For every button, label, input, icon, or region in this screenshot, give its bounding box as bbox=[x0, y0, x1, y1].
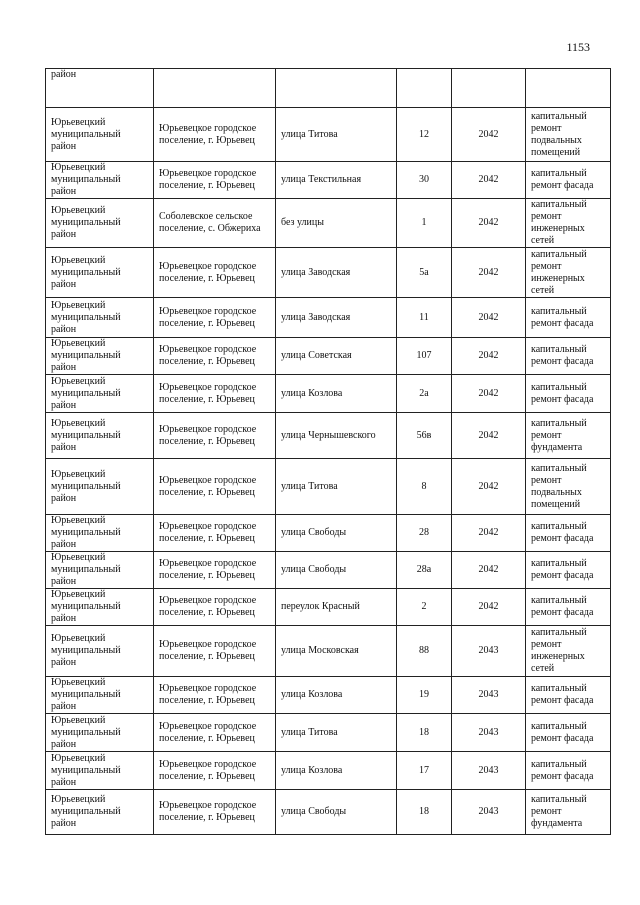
house-cell: 30 bbox=[397, 162, 452, 199]
street-cell: без улицы bbox=[276, 199, 397, 248]
year-cell: 2042 bbox=[452, 248, 526, 298]
table-row bbox=[46, 677, 611, 714]
year-cell: 2042 bbox=[452, 413, 526, 459]
house-cell: 19 bbox=[397, 677, 452, 714]
street-cell: улица Текстильная bbox=[276, 162, 397, 199]
work-type-cell: капитальный ремонт подвальных помещений bbox=[526, 108, 611, 162]
settlement-cell: Юрьевецкое городское поселение, г. Юрьевец bbox=[154, 752, 276, 790]
table-row bbox=[46, 552, 611, 589]
year-cell: 2042 bbox=[452, 162, 526, 199]
table-row bbox=[46, 515, 611, 552]
work-type-cell bbox=[526, 69, 611, 108]
district-cell: Юрьевецкий муниципальный район bbox=[46, 626, 154, 677]
work-type-cell: капитальный ремонт фасада bbox=[526, 162, 611, 199]
district-cell: Юрьевецкий муниципальный район bbox=[46, 459, 154, 515]
settlement-cell: Юрьевецкое городское поселение, г. Юрьевец bbox=[154, 552, 276, 589]
house-cell bbox=[397, 69, 452, 108]
table-row bbox=[46, 338, 611, 375]
house-cell: 1 bbox=[397, 199, 452, 248]
street-cell: улица Титова bbox=[276, 714, 397, 752]
house-cell: 12 bbox=[397, 108, 452, 162]
table-row bbox=[46, 199, 611, 248]
house-cell: 18 bbox=[397, 790, 452, 835]
table-body bbox=[46, 69, 611, 835]
table-row bbox=[46, 714, 611, 752]
settlement-cell: Юрьевецкое городское поселение, г. Юрьевец bbox=[154, 677, 276, 714]
settlement-cell: Юрьевецкое городское поселение, г. Юрьевец bbox=[154, 162, 276, 199]
street-cell: улица Свободы bbox=[276, 515, 397, 552]
district-cell: Юрьевецкий муниципальный район bbox=[46, 298, 154, 338]
street-cell: улица Заводская bbox=[276, 298, 397, 338]
settlement-cell: Юрьевецкое городское поселение, г. Юрьевец bbox=[154, 248, 276, 298]
street-cell: улица Козлова bbox=[276, 375, 397, 413]
table-row bbox=[46, 752, 611, 790]
settlement-cell: Юрьевецкое городское поселение, г. Юрьевец bbox=[154, 459, 276, 515]
district-cell: Юрьевецкий муниципальный район bbox=[46, 199, 154, 248]
house-cell: 5а bbox=[397, 248, 452, 298]
district-cell: Юрьевецкий муниципальный район bbox=[46, 338, 154, 375]
street-cell: улица Титова bbox=[276, 108, 397, 162]
district-cell: Юрьевецкий муниципальный район bbox=[46, 714, 154, 752]
house-cell: 8 bbox=[397, 459, 452, 515]
settlement-cell: Соболевское сельское поселение, с. Обжериха bbox=[154, 199, 276, 248]
year-cell: 2042 bbox=[452, 338, 526, 375]
street-cell bbox=[276, 69, 397, 108]
table-row bbox=[46, 162, 611, 199]
house-cell: 107 bbox=[397, 338, 452, 375]
street-cell: улица Свободы bbox=[276, 552, 397, 589]
house-cell: 28а bbox=[397, 552, 452, 589]
street-cell: улица Козлова bbox=[276, 752, 397, 790]
table-row bbox=[46, 248, 611, 298]
year-cell: 2043 bbox=[452, 752, 526, 790]
district-cell: Юрьевецкий муниципальный район bbox=[46, 752, 154, 790]
year-cell: 2042 bbox=[452, 459, 526, 515]
house-cell: 17 bbox=[397, 752, 452, 790]
table-row bbox=[46, 413, 611, 459]
house-cell: 56в bbox=[397, 413, 452, 459]
work-type-cell: капитальный ремонт фасада bbox=[526, 552, 611, 589]
district-cell: Юрьевецкий муниципальный район bbox=[46, 413, 154, 459]
year-cell: 2042 bbox=[452, 199, 526, 248]
street-cell: улица Свободы bbox=[276, 790, 397, 835]
year-cell: 2042 bbox=[452, 108, 526, 162]
district-cell: Юрьевецкий муниципальный район bbox=[46, 162, 154, 199]
year-cell: 2043 bbox=[452, 626, 526, 677]
repair-schedule-table bbox=[45, 68, 611, 835]
year-cell: 2043 bbox=[452, 677, 526, 714]
street-cell: улица Титова bbox=[276, 459, 397, 515]
street-cell: улица Козлова bbox=[276, 677, 397, 714]
settlement-cell: Юрьевецкое городское поселение, г. Юрьевец bbox=[154, 626, 276, 677]
settlement-cell: Юрьевецкое городское поселение, г. Юрьевец bbox=[154, 790, 276, 835]
year-cell: 2042 bbox=[452, 515, 526, 552]
settlement-cell: Юрьевецкое городское поселение, г. Юрьевец bbox=[154, 375, 276, 413]
work-type-cell: капитальный ремонт фасада bbox=[526, 714, 611, 752]
house-cell: 18 bbox=[397, 714, 452, 752]
work-type-cell: капитальный ремонт фундамента bbox=[526, 413, 611, 459]
district-cell: Юрьевецкий муниципальный район bbox=[46, 589, 154, 626]
year-cell: 2043 bbox=[452, 714, 526, 752]
work-type-cell: капитальный ремонт фасада bbox=[526, 589, 611, 626]
table-row bbox=[46, 626, 611, 677]
street-cell: улица Советская bbox=[276, 338, 397, 375]
house-cell: 28 bbox=[397, 515, 452, 552]
settlement-cell bbox=[154, 69, 276, 108]
settlement-cell: Юрьевецкое городское поселение, г. Юрьевец bbox=[154, 515, 276, 552]
table-row bbox=[46, 459, 611, 515]
work-type-cell: капитальный ремонт инженерных сетей bbox=[526, 248, 611, 298]
settlement-cell: Юрьевецкое городское поселение, г. Юрьевец bbox=[154, 338, 276, 375]
district-cell: Юрьевецкий муниципальный район bbox=[46, 552, 154, 589]
district-cell: Юрьевецкий муниципальный район bbox=[46, 248, 154, 298]
settlement-cell: Юрьевецкое городское поселение, г. Юрьевец bbox=[154, 589, 276, 626]
street-cell: улица Чернышевского bbox=[276, 413, 397, 459]
settlement-cell: Юрьевецкое городское поселение, г. Юрьевец bbox=[154, 108, 276, 162]
work-type-cell: капитальный ремонт фундамента bbox=[526, 790, 611, 835]
settlement-cell: Юрьевецкое городское поселение, г. Юрьевец bbox=[154, 714, 276, 752]
work-type-cell: капитальный ремонт фасада bbox=[526, 677, 611, 714]
district-cell: Юрьевецкий муниципальный район bbox=[46, 375, 154, 413]
district-cell: Юрьевецкий муниципальный район bbox=[46, 515, 154, 552]
table-row bbox=[46, 298, 611, 338]
settlement-cell: Юрьевецкое городское поселение, г. Юрьевец bbox=[154, 298, 276, 338]
district-cell: Юрьевецкий муниципальный район bbox=[46, 108, 154, 162]
table-row bbox=[46, 108, 611, 162]
table-row bbox=[46, 589, 611, 626]
work-type-cell: капитальный ремонт фасада bbox=[526, 298, 611, 338]
year-cell: 2042 bbox=[452, 589, 526, 626]
district-cell: Юрьевецкий муниципальный район bbox=[46, 790, 154, 835]
work-type-cell: капитальный ремонт фасада bbox=[526, 338, 611, 375]
work-type-cell: капитальный ремонт инженерных сетей bbox=[526, 626, 611, 677]
work-type-cell: капитальный ремонт фасада bbox=[526, 752, 611, 790]
district-cell: Юрьевецкий муниципальный район bbox=[46, 677, 154, 714]
street-cell: улица Заводская bbox=[276, 248, 397, 298]
work-type-cell: капитальный ремонт подвальных помещений bbox=[526, 459, 611, 515]
work-type-cell: капитальный ремонт фасада bbox=[526, 515, 611, 552]
table-row bbox=[46, 375, 611, 413]
settlement-cell: Юрьевецкое городское поселение, г. Юрьевец bbox=[154, 413, 276, 459]
house-cell: 11 bbox=[397, 298, 452, 338]
house-cell: 2 bbox=[397, 589, 452, 626]
house-cell: 2а bbox=[397, 375, 452, 413]
house-cell: 88 bbox=[397, 626, 452, 677]
page-number: 1153 bbox=[566, 40, 590, 54]
table-row-continued bbox=[46, 69, 611, 108]
year-cell: 2042 bbox=[452, 298, 526, 338]
street-cell: улица Московская bbox=[276, 626, 397, 677]
work-type-cell: капитальный ремонт инженерных сетей bbox=[526, 199, 611, 248]
table-row bbox=[46, 790, 611, 835]
year-cell: 2042 bbox=[452, 552, 526, 589]
district-cell: район bbox=[46, 69, 154, 108]
year-cell: 2042 bbox=[452, 375, 526, 413]
year-cell: 2043 bbox=[452, 790, 526, 835]
year-cell bbox=[452, 69, 526, 108]
work-type-cell: капитальный ремонт фасада bbox=[526, 375, 611, 413]
street-cell: переулок Красный bbox=[276, 589, 397, 626]
